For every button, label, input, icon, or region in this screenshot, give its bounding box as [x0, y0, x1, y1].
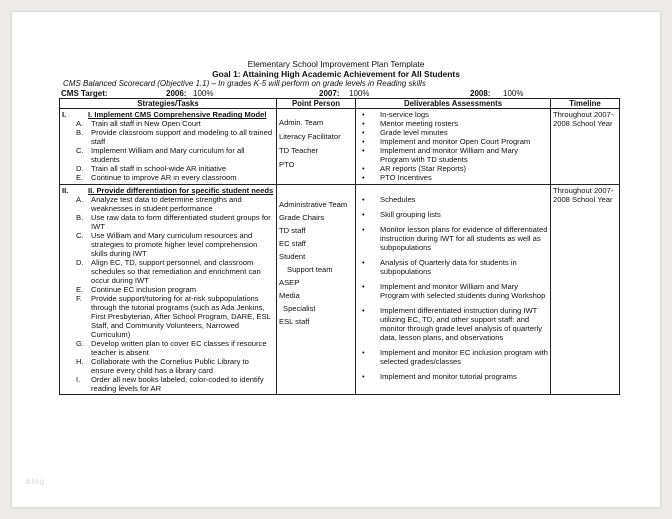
list-item: • AR reports (Star Reports)	[380, 164, 548, 173]
strategies-cell	[60, 184, 277, 395]
list-item: B. Use raw data to form differentiated student groups for IWT	[76, 212, 271, 231]
section-title: II. Provide differentiation for specific student needs	[88, 185, 274, 195]
list-item: D. Align EC, TD, support personnel, and classroom schedules so that remediation and enrichment can occur during IWT	[76, 257, 261, 285]
person-label: Student	[279, 251, 306, 261]
person-label: Media	[279, 290, 300, 300]
strategies-cell	[60, 109, 277, 184]
list-item: H. Collaborate with the Cornelius Public Library to ensure every child has a library card	[76, 357, 249, 376]
person-label: ESL staff	[279, 316, 310, 326]
document-title: Elementary School Improvement Plan Template	[247, 59, 425, 69]
goal-heading: Goal 1: Attaining High Academic Achievement for All Students	[212, 69, 460, 79]
person-label: EC staff	[279, 238, 306, 248]
list-item: A. Analyze test data to determine strengths and weaknesses in student performance	[76, 194, 242, 213]
person-label: Admin. Team	[279, 118, 324, 128]
person-label: PTO	[279, 160, 295, 170]
cms-target-label: CMS Target:	[61, 89, 108, 98]
list-item: D. Train all staff in school-wide AR initiative	[76, 164, 227, 174]
list-item: • Implement and monitor tutorial programs	[380, 372, 548, 381]
list-item: A. Train all staff in New Open Court	[76, 119, 201, 129]
deliverables-cell	[356, 109, 551, 184]
person-label: Administrative Team	[279, 199, 348, 209]
person-label: Support team	[287, 264, 333, 274]
section-title: I. Implement CMS Comprehensive Reading Model	[88, 110, 267, 120]
list-item: • Grade level minutes	[380, 128, 548, 137]
watermark: blog	[26, 477, 46, 486]
list-item: C. Implement William and Mary curriculum for all students	[76, 146, 245, 165]
list-item: F. Provide support/tutoring for at-risk subpopulations through the tutorial programs (such as Ada Jenkins, First Presbyterian, After School Program, DARE, ESL Staff, and Community Volunteers, Narrowed Curriculum)	[76, 293, 271, 340]
person-label: Literacy Facilitator	[279, 132, 341, 142]
person-label: Grade Chairs	[279, 212, 325, 222]
document-page	[12, 12, 660, 507]
list-item: • Implement and monitor William and Mary Program with TD students	[380, 146, 548, 164]
list-item: C. Use William and Mary curriculum resources and strategies to promote higher level comprehension skills during IWT	[76, 230, 258, 258]
list-item: I. Order all new books labeled, color-coded to identify reading levels for AR	[76, 375, 264, 394]
objective-line: CMS Balanced Scorecard (Objective 1.1) – In grades K-5 will perform on grade levels in Reading skills	[63, 79, 426, 88]
point-person-cell	[277, 109, 356, 184]
list-item: • Monitor lesson plans for evidence of differentiated instruction during IWT for all students as well as subpopulations	[380, 225, 548, 252]
table-header-row	[60, 99, 620, 109]
target-value-2007: 100%	[349, 89, 370, 98]
list-item: • PTO Incentives	[380, 173, 548, 182]
target-year-2008: 2008:	[470, 89, 491, 98]
column-header-deliverables: Deliverables Assessments	[356, 99, 551, 109]
list-item: • Implement and monitor EC inclusion program with selected grades/classes	[380, 348, 548, 366]
improvement-plan-table	[59, 98, 620, 395]
column-header-strategies: Strategies/Tasks	[60, 99, 277, 109]
list-item: • In-service logs	[380, 110, 548, 119]
list-item: G. Develop written plan to cover EC classes if resource teacher is absent	[76, 339, 267, 358]
list-item: • Schedules	[380, 195, 548, 204]
list-item: • Skill grouping lists	[380, 210, 548, 219]
person-label: Specialist	[283, 303, 316, 313]
deliverables-cell	[356, 184, 551, 395]
target-year-2006: 2006:	[166, 89, 187, 98]
table-row	[60, 109, 620, 184]
section-numeral: II.	[62, 185, 69, 195]
person-label: TD staff	[279, 225, 306, 235]
timeline-cell: Throughout 2007-2008 School Year	[551, 109, 620, 184]
table-row	[60, 184, 620, 395]
column-header-timeline: Timeline	[551, 99, 620, 109]
list-item: • Implement and monitor William and Mary Program with selected students during Workshop	[380, 282, 548, 300]
target-value-2008: 100%	[503, 89, 524, 98]
list-item: • Implement and monitor Open Court Program	[380, 137, 548, 146]
list-item: E. Continue EC inclusion program	[76, 284, 197, 294]
list-item: • Implement differentiated instruction during IWT utilizing EC, TD, and other support staff: and monitor through grade level analysis of quarterly data, lesson plans, and observations	[380, 306, 548, 342]
timeline-cell: Throughout 2007-2008 School Year	[551, 184, 620, 395]
target-year-2007: 2007:	[319, 89, 340, 98]
column-header-point-person: Point Person	[277, 99, 356, 109]
list-item: • Mentor meeting rosters	[380, 119, 548, 128]
list-item: E. Continue to improve AR in every classroom	[76, 173, 237, 183]
person-label: ASEP	[279, 277, 300, 287]
section-numeral: I.	[62, 110, 67, 120]
point-person-cell	[277, 184, 356, 395]
list-item: B. Provide classroom support and modeling to all trained staff	[76, 128, 273, 147]
person-label: TD Teacher	[279, 146, 319, 156]
list-item: • Analysis of Quarterly data for students in subpopulations	[380, 258, 548, 276]
target-value-2006: 100%	[193, 89, 214, 98]
